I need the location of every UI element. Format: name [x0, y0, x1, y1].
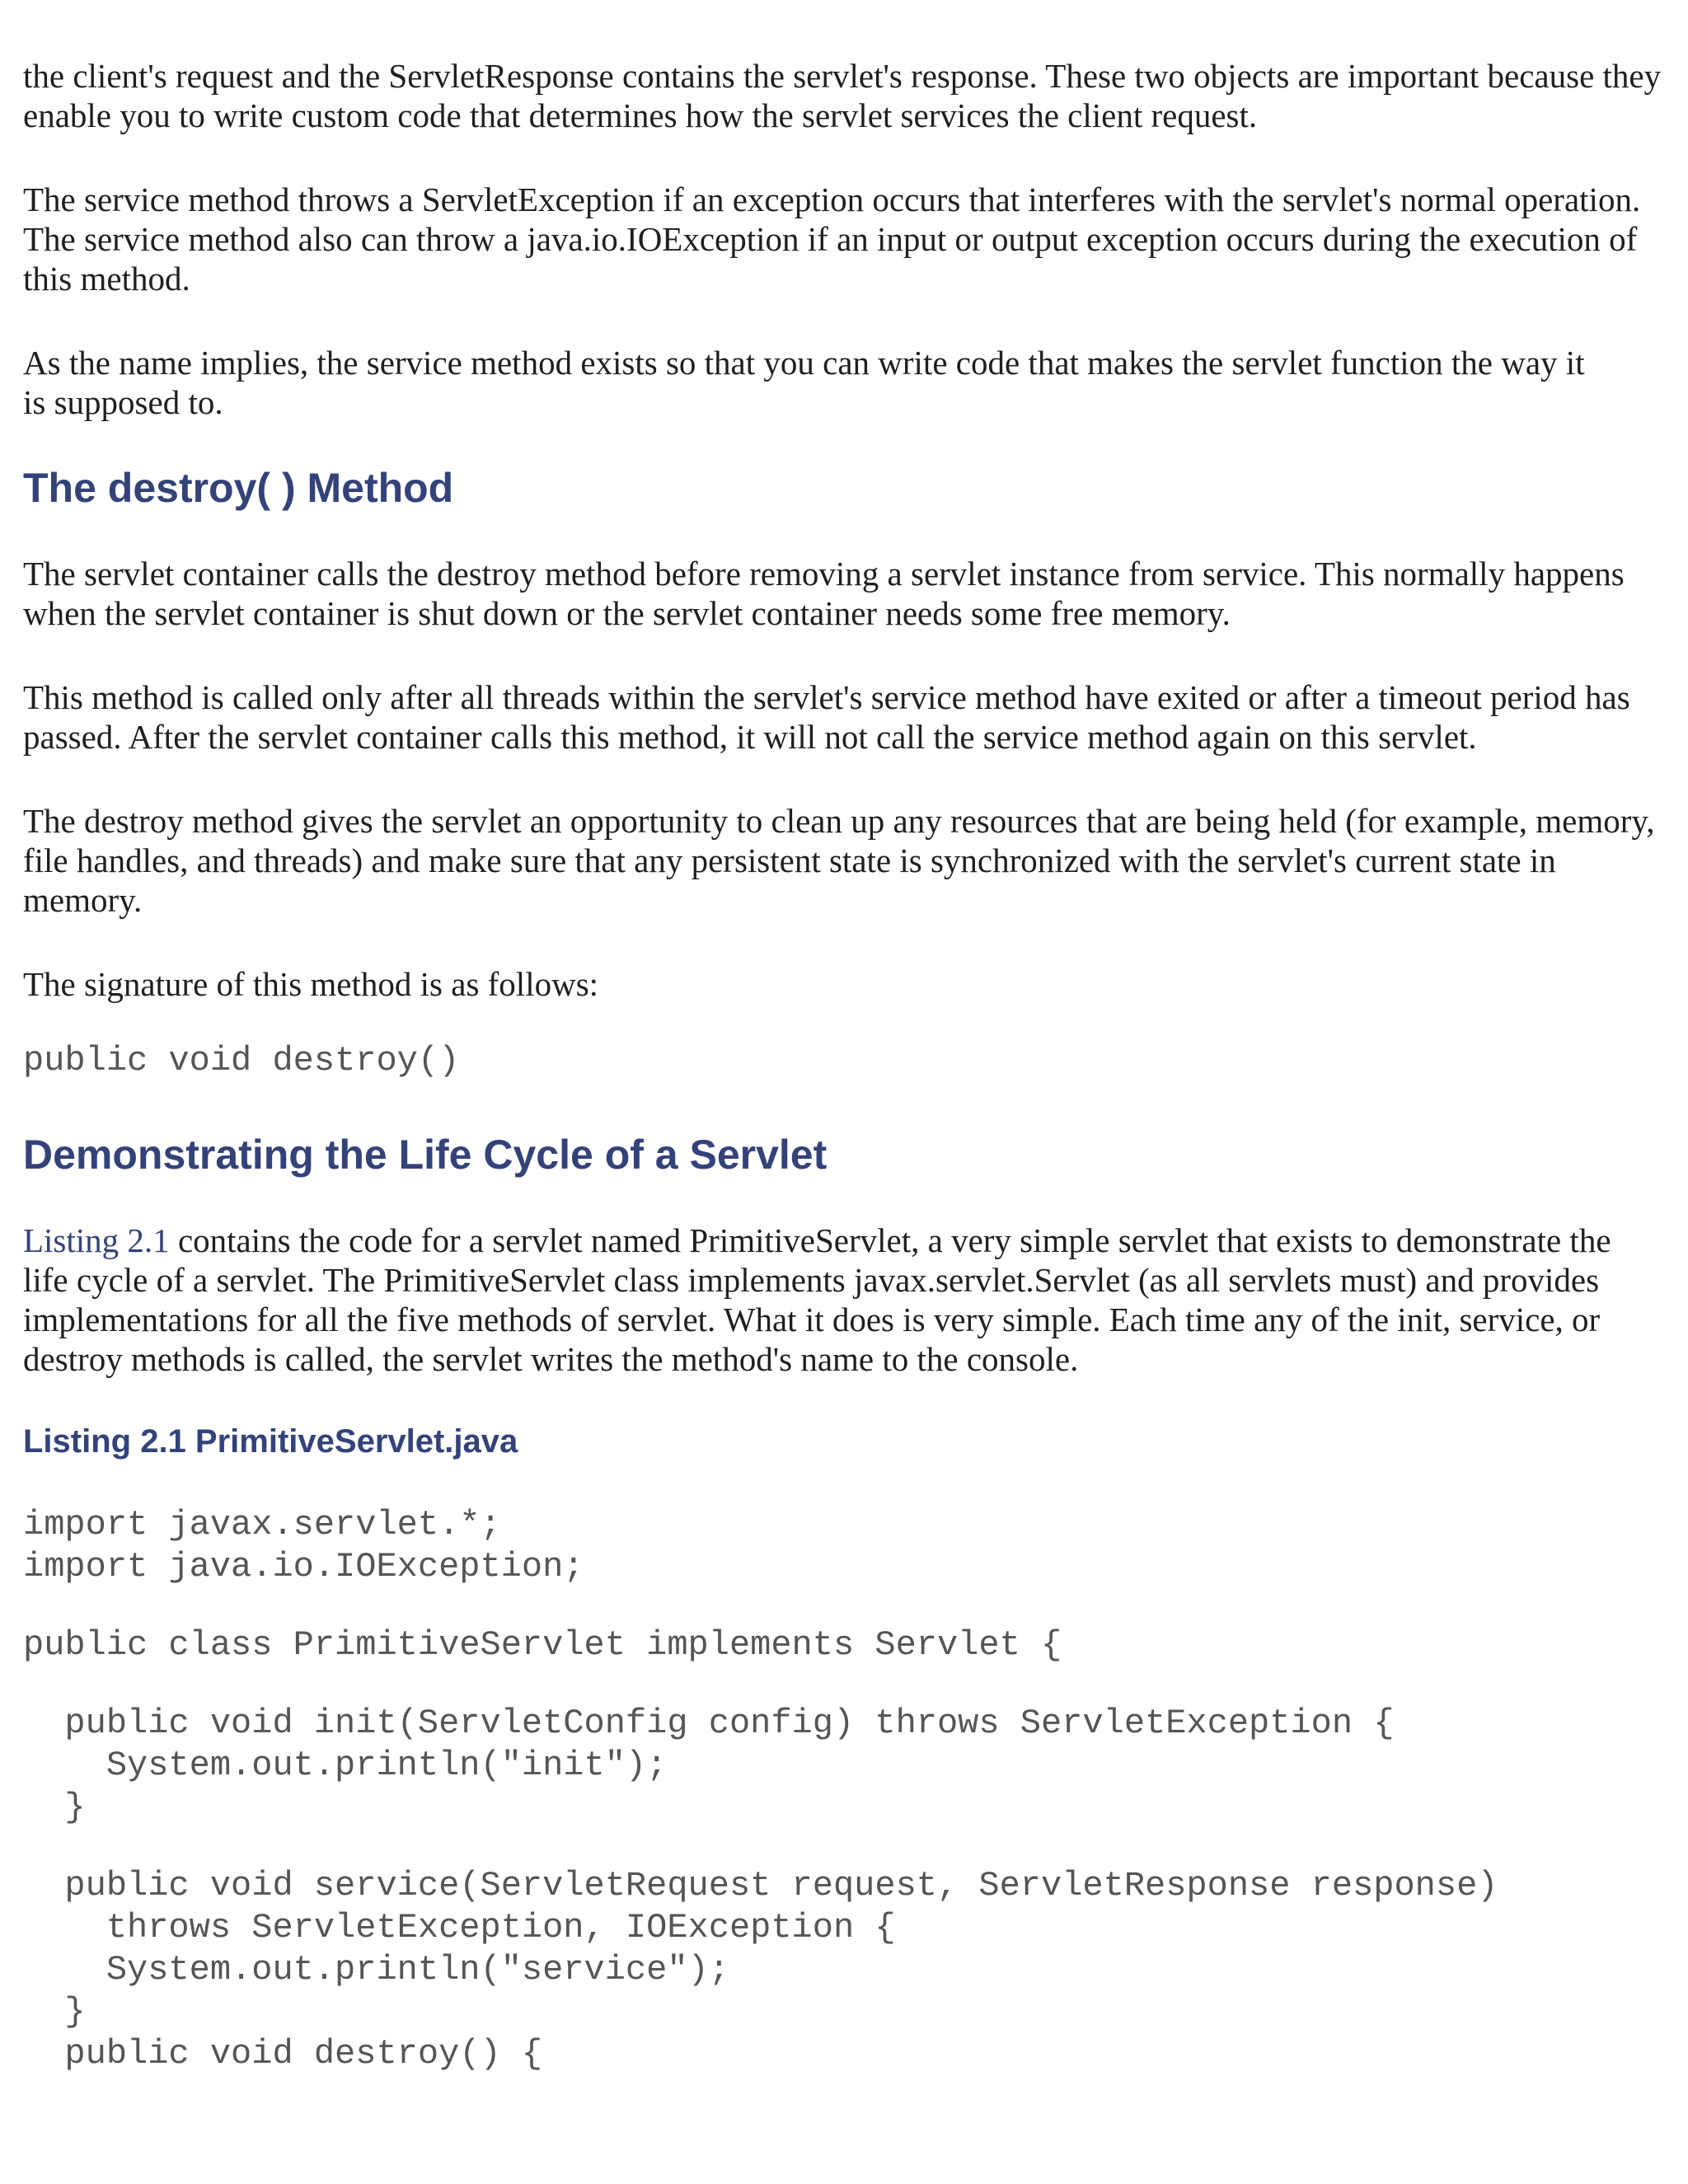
paragraph-service-exceptions: The service method throws a ServletException if an exception occurs that interferes with the servlet's normal operation. The service method also can throw a java.io.IOException if an input or output exception occurs during the execution of this method.	[23, 180, 1641, 298]
code-line: }	[23, 1788, 86, 1827]
code-line: throws ServletException, IOException {	[23, 1908, 896, 1947]
destroy-signature-code: public void destroy()	[23, 1041, 460, 1080]
paragraph-primitive-servlet-text: contains the code for a servlet named PrimitiveServlet, a very simple servlet that exists to demonstrate the life cycle of a servlet. The PrimitiveServlet class implements javax.servlet.Servlet (as all servlets must) and provides implementations for all the five methods of servlet. What it does is very simple. Each time any of the init, service, or destroy methods is called, the servlet writes the method's name to the console.	[23, 1221, 1611, 1378]
code-line: import java.io.IOException;	[23, 1547, 584, 1586]
code-line: import javax.servlet.*;	[23, 1505, 501, 1544]
code-line	[23, 1829, 1665, 1865]
paragraph-primitive-servlet	[23, 1221, 1651, 1379]
heading-destroy-method: The destroy( ) Method	[23, 465, 454, 511]
code-line	[23, 1666, 1665, 1703]
paragraph-service-purpose: As the name implies, the service method exists so that you can write code that makes the servlet function the way it is supposed to.	[23, 344, 1585, 421]
paragraph-destroy-called: The servlet container calls the destroy method before removing a servlet instance from service. This normally happens when the servlet container is shut down or the servlet container needs some free memory.	[23, 555, 1625, 632]
primitive-servlet-code	[23, 1504, 1665, 2075]
code-line: System.out.println("service");	[23, 1950, 729, 1990]
paragraph-signature-intro: The signature of this method is as follows:	[23, 965, 599, 1003]
paragraph-request-response: the client's request and the ServletResponse contains the servlet's response. These two objects are important because they enable you to write custom code that determines how the servlet services the client request.	[23, 57, 1662, 134]
code-line: public void init(ServletConfig config) throws ServletException {	[23, 1704, 1395, 1743]
code-line: public void destroy() {	[23, 2034, 543, 2074]
paragraph-destroy-threads: This method is called only after all threads within the servlet's service method have exited or after a timeout period has passed. After the servlet container calls this method, it will not call the service method again on this servlet.	[23, 678, 1630, 756]
code-line: }	[23, 1992, 86, 2032]
document-page	[23, 56, 1665, 2075]
code-line: public class PrimitiveServlet implements Servlet {	[23, 1625, 1062, 1665]
listing-2-1-link[interactable]: Listing 2.1	[23, 1221, 170, 1259]
code-line: public void service(ServletRequest request, ServletResponse response)	[23, 1866, 1498, 1905]
paragraph-destroy-cleanup: The destroy method gives the servlet an opportunity to clean up any resources that are being held (for example, memory, file handles, and threads) and make sure that any persistent state is synchronized with the servlet's current state in memory.	[23, 802, 1655, 919]
heading-life-cycle: Demonstrating the Life Cycle of a Servlet	[23, 1132, 828, 1178]
code-line	[23, 1588, 1665, 1624]
code-line: System.out.println("init");	[23, 1746, 668, 1785]
listing-title: Listing 2.1 PrimitiveServlet.java	[23, 1423, 518, 1460]
